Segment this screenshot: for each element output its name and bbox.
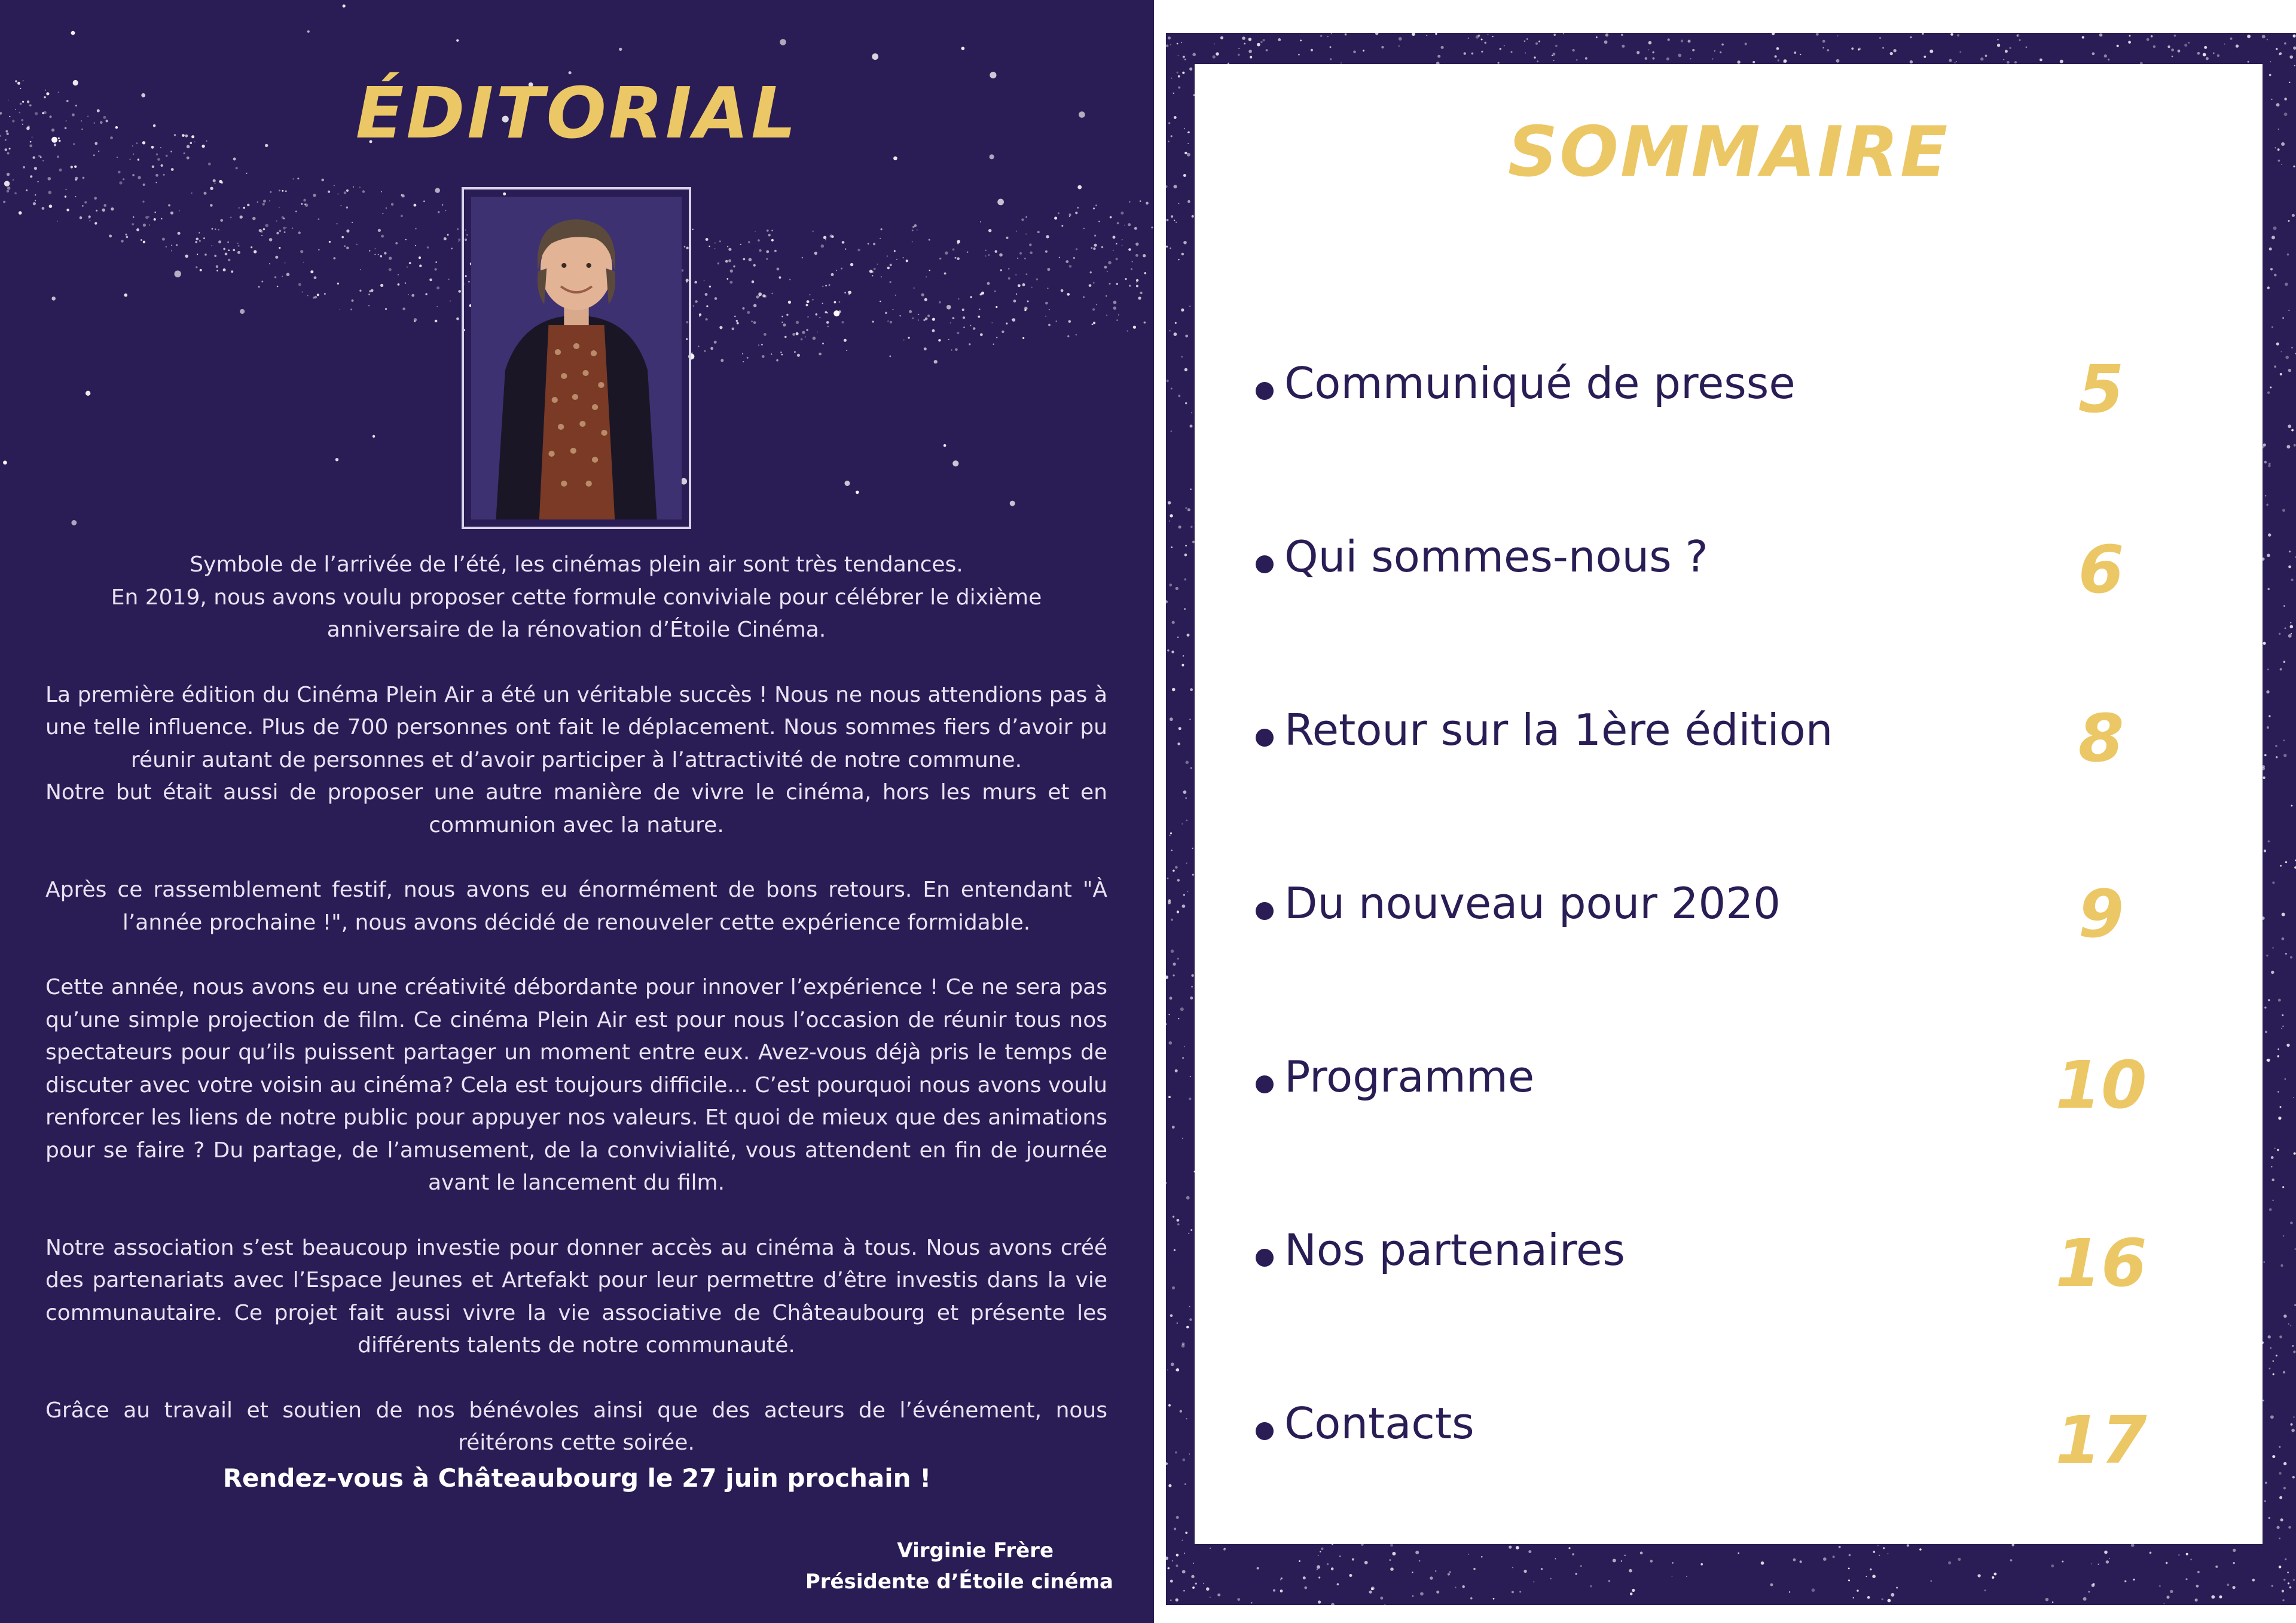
toc-item-programme[interactable] [1195,1038,2263,1122]
bullet-icon [1256,555,1274,573]
toc-label: Retour sur la 1ère édition [1284,705,1833,755]
toc-page-number: 9 [2078,876,2124,952]
editorial-body [45,549,1107,1492]
toc-page-number: 5 [2078,351,2124,427]
sommaire-title: SOMMAIRE [1507,112,1950,192]
editorial-paragraph: La première édition du Cinéma Plein Air a été un véritable succès ! Nous ne nous attendions pas à une telle influence. Plus de 700 personnes ont fait le déplacement. Nous sommes fiers d’avoir pu réunir autant de personnes et d’avoir participer à l’attractivité de notre commune. Notre but était aussi de proposer une autre manière de vivre le cinéma, hors les murs et en communion avec la nature. [45,682,1107,838]
sommaire-page [1166,33,2296,1605]
bullet-icon [1256,902,1274,920]
signature-block [755,1535,1113,1597]
toc-item-nouveau[interactable] [1195,865,2263,952]
editorial-title: ÉDITORIAL [355,72,799,154]
toc-label: Du nouveau pour 2020 [1284,878,1781,928]
president-portrait [471,197,682,519]
toc-item-contacts[interactable] [1195,1385,2263,1478]
editorial-paragraph: Cette année, nous avons eu une créativité débordante pour innover l’expérience ! Ce ne sera pas qu’une simple projection de film. Ce cinéma Plein Air est pour nous l’occasion de réunir tous nos spectateurs pour qu’ils puissent partager un moment entre eux. Avez-vous déjà pris le temps de discuter avec votre voisin au cinéma? Cela est toujours difficile... C’est pourquoi nous avons voulu renforcer les liens de notre public pour appuyer nos valeurs. Et quoi de mieux que des animations pour se faire ? Du partage, de l’amusement, de la convivialité, vous attendent en fin de journée avant le lancement du film. [45,975,1107,1195]
editorial-paragraph: Notre association s’est beaucoup investie pour donner accès au cinéma à tous. Nous avons créé des partenariats avec l’Espace Jeunes et Artefakt pour leur permettre d’être investis dans la vie communautaire. Ce projet fait aussi vivre la vie associative de Châteaubourg et présente les différents talents de notre communauté. [45,1235,1107,1358]
sommaire-card [1195,64,2263,1544]
toc-page-number: 8 [2078,700,2124,777]
signature-role: Présidente d’Étoile cinéma [805,1570,1113,1594]
closing-line: Rendez-vous à Châteaubourg le 27 juin prochain ! [222,1463,932,1493]
signature-name: Virginie Frère [897,1539,1054,1563]
portrait-frame [462,187,691,529]
editorial-paragraph: Après ce rassemblement festif, nous avons eu énormément de bons retours. En entendant "À l’année prochaine !", nous avons décidé de renouveler cette expérience formidable. [45,878,1107,935]
bullet-icon [1256,382,1274,400]
toc-page-number: 17 [2055,1402,2147,1478]
toc-item-partenaires[interactable] [1195,1212,2263,1301]
toc-item-retour[interactable] [1195,692,2263,775]
toc-item-qui-sommes-nous[interactable] [1195,518,2263,608]
toc-page-number: 16 [2055,1225,2147,1301]
bullet-icon [1256,1422,1274,1440]
editorial-paragraph: Symbole de l’arrivée de l’été, les cinémas plein air sont très tendances. En 2019, nous avons voulu proposer cette formule conviviale pour célébrer le dixième anniversaire de la rénovation d’Étoile Cinéma. [111,552,1042,642]
toc-label: Qui sommes-nous ? [1284,531,1708,582]
toc-label: Contacts [1284,1398,1474,1448]
editorial-paragraph: Grâce au travail et soutien de nos bénévoles ainsi que des acteurs de l’événement, nous réitérons cette soirée. [45,1398,1107,1455]
toc-page-number: 6 [2078,531,2124,608]
bullet-icon [1256,729,1274,747]
toc-label: Programme [1284,1052,1535,1102]
toc-item-communique[interactable] [1195,345,2263,429]
toc-label: Nos partenaires [1284,1225,1625,1275]
bullet-icon [1256,1249,1274,1267]
toc-page-number: 10 [2055,1047,2147,1123]
bullet-icon [1256,1075,1274,1093]
toc-label: Communiqué de presse [1284,358,1796,408]
